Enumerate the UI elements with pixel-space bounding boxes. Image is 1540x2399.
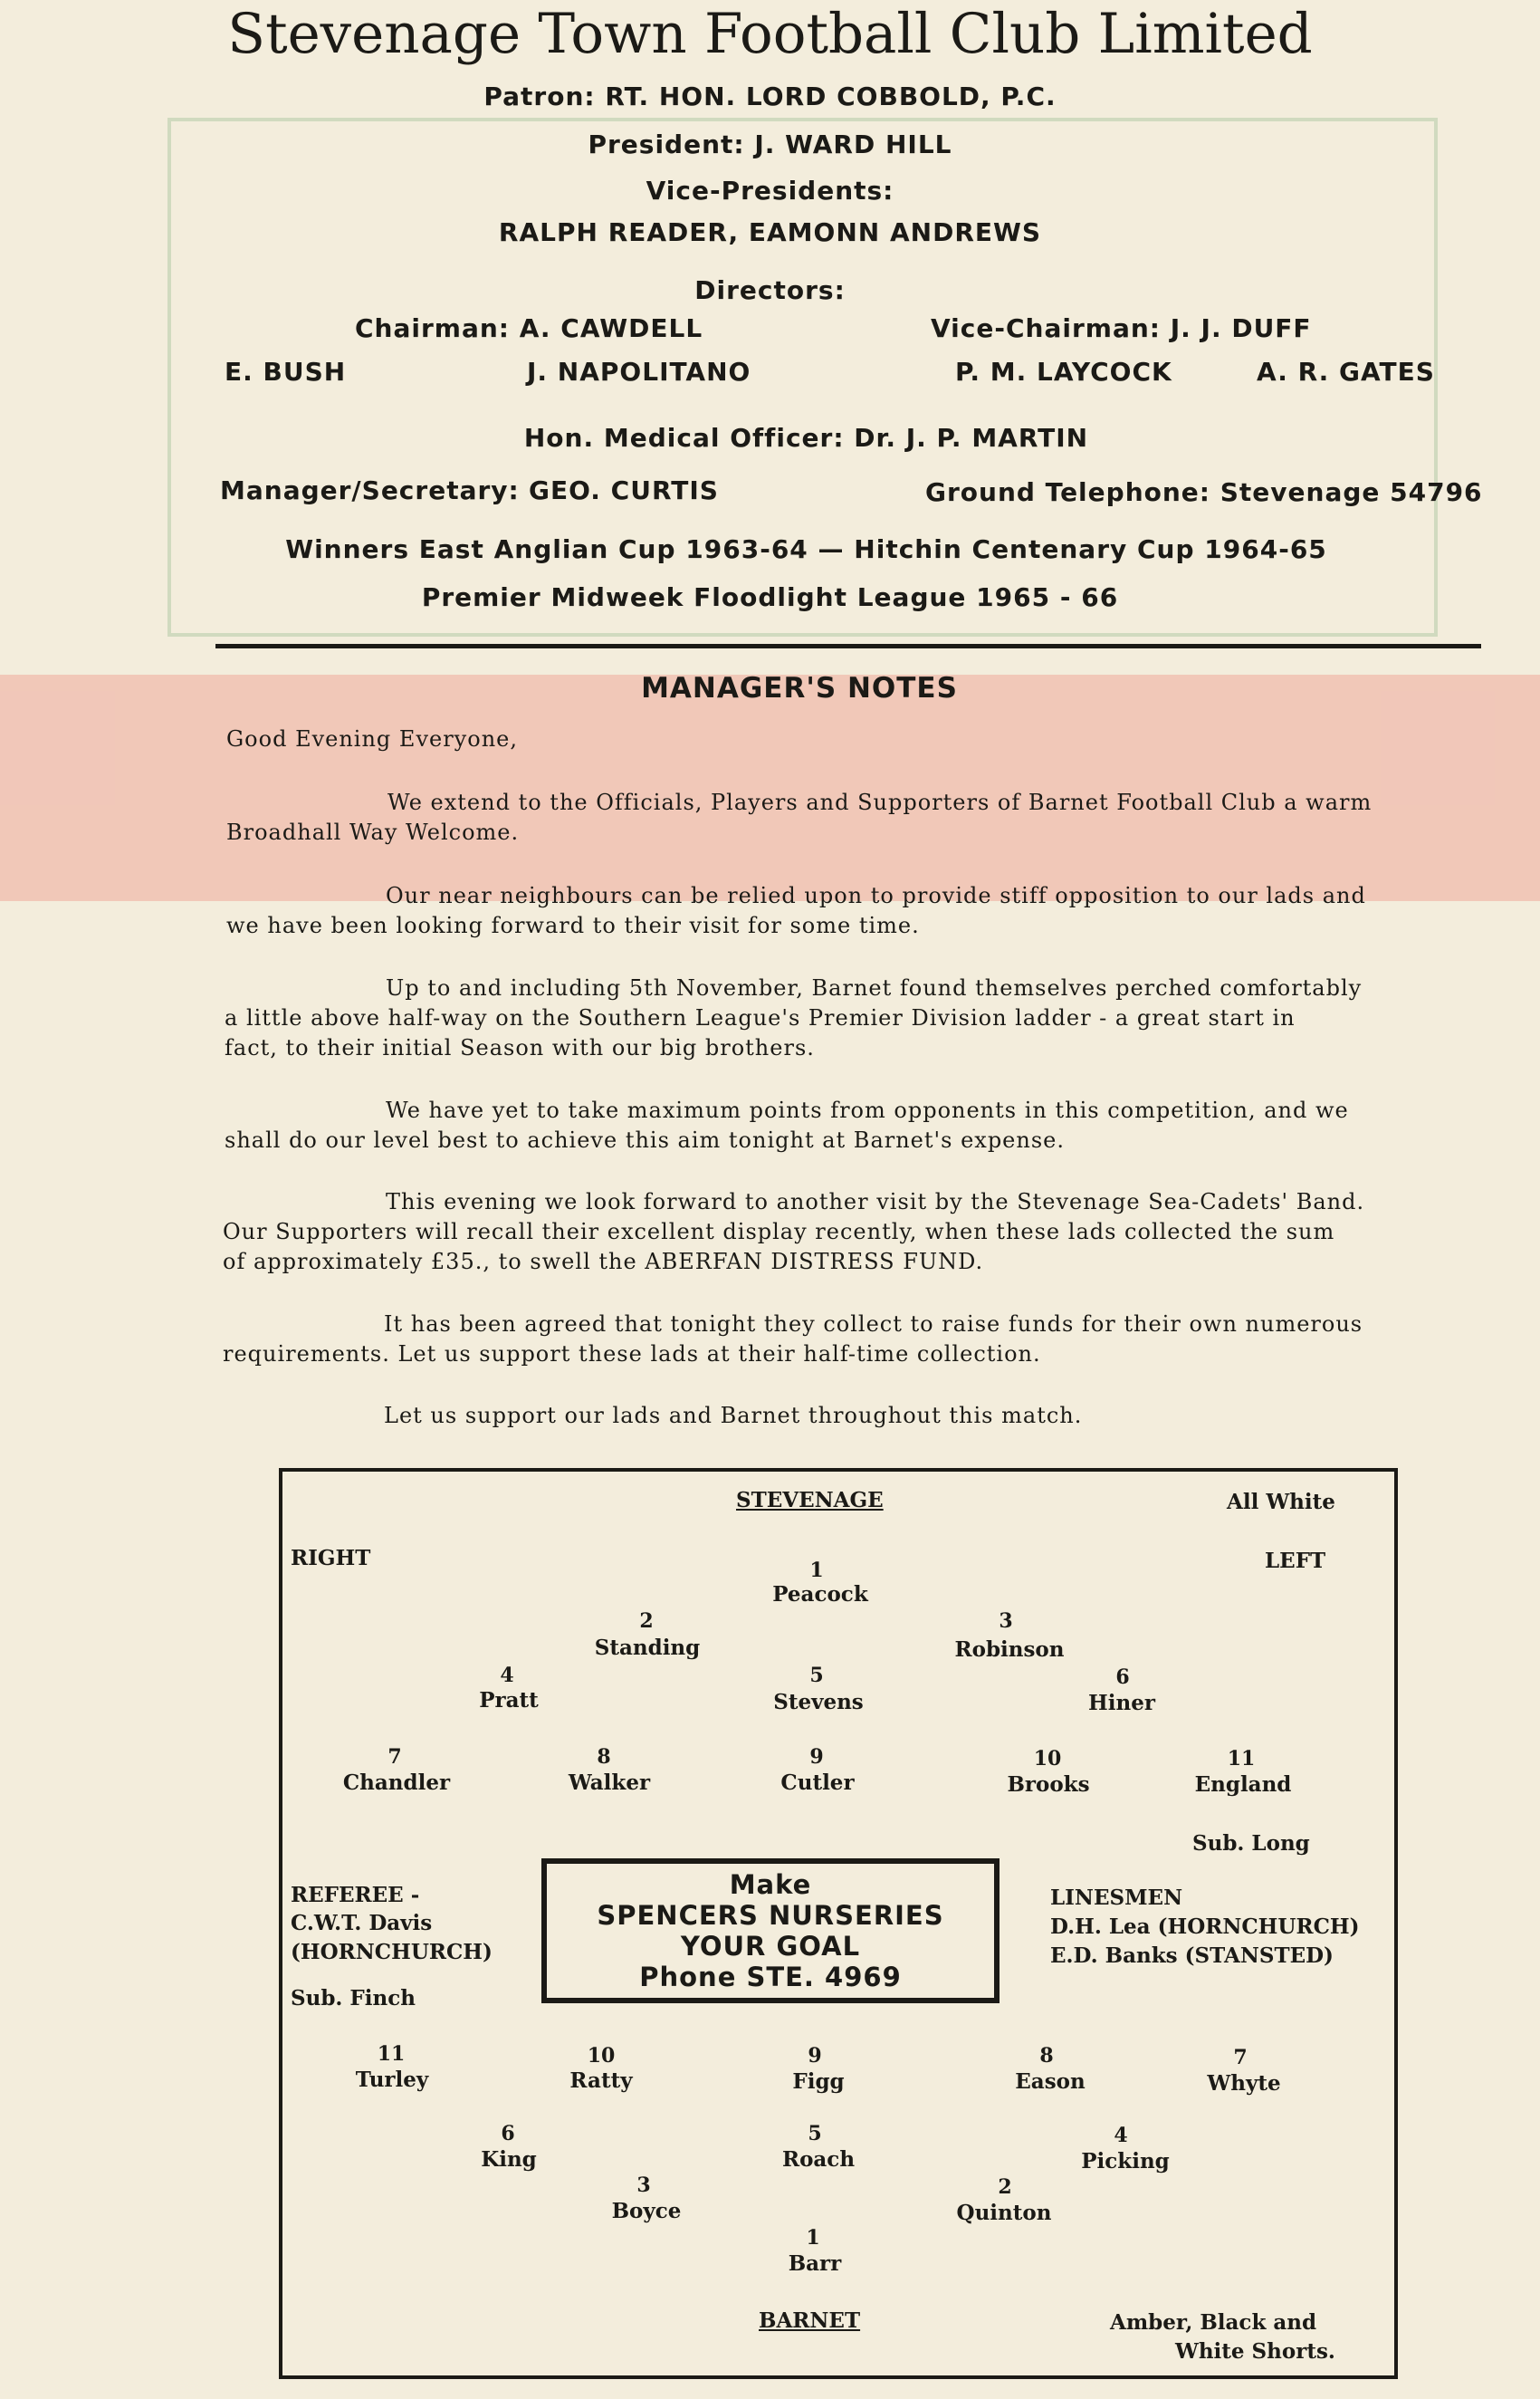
away-player-name: Figg bbox=[792, 2069, 845, 2094]
notes-p5-line2: Our Supporters will recall their excellent display recently, when these lads collected the sum bbox=[223, 1219, 1335, 1244]
ground-telephone: Ground Telephone: Stevenage 54796 bbox=[925, 477, 1483, 507]
notes-p3-line2: a little above half-way on the Southern League's Premier Division ladder - a great start in bbox=[225, 1005, 1296, 1031]
away-player-name: Eason bbox=[1015, 2069, 1086, 2094]
president: President: J. WARD HILL bbox=[588, 130, 952, 159]
notes-p1-line2: Broadhall Way Welcome. bbox=[226, 820, 520, 845]
advert-box bbox=[541, 1858, 1000, 2003]
home-player-number: 5 bbox=[809, 1664, 824, 1687]
away-player-name: Quinton bbox=[956, 2201, 1052, 2225]
notes-p2-line2: we have been looking forward to their visit for some time. bbox=[226, 913, 920, 938]
directors-heading: Directors: bbox=[694, 275, 846, 305]
linesman-1: D.H. Lea (HORNCHURCH) bbox=[1050, 1914, 1360, 1939]
home-player-name: Peacock bbox=[772, 1582, 868, 1607]
away-player-name: Turley bbox=[355, 2068, 429, 2092]
manager-secretary: GEO. CURTIS bbox=[529, 475, 719, 505]
home-team-colours: All White bbox=[1227, 1490, 1335, 1514]
medical-officer: Hon. Medical Officer: Dr. J. P. MARTIN bbox=[523, 423, 1089, 453]
club-title: Stevenage Town Football Club Limited bbox=[227, 2, 1313, 66]
home-substitute: Sub. Long bbox=[1192, 1831, 1310, 1856]
home-player-number: 11 bbox=[1227, 1747, 1256, 1770]
away-player-number: 10 bbox=[587, 2044, 616, 2068]
manager-secretary-label: Manager/Secretary: bbox=[220, 475, 520, 505]
director-gates: A. R. GATES bbox=[1257, 357, 1435, 387]
notes-p3-line1: Up to and including 5th November, Barnet found themselves perched comfortably bbox=[386, 975, 1363, 1001]
home-player-name: Chandler bbox=[342, 1770, 451, 1795]
away-player-number: 7 bbox=[1233, 2046, 1248, 2069]
faded-background-band bbox=[0, 675, 1540, 901]
home-player-name: England bbox=[1194, 1772, 1292, 1797]
director-napolitano: J. NAPOLITANO bbox=[527, 357, 751, 387]
honours-line-1: Winners East Anglian Cup 1963-64 — Hitchin Centenary Cup 1964-65 bbox=[285, 534, 1327, 564]
away-player-number: 4 bbox=[1114, 2124, 1128, 2147]
home-player-number: 10 bbox=[1033, 1747, 1062, 1770]
notes-greeting: Good Evening Everyone, bbox=[226, 726, 518, 752]
notes-p2-line1: Our near neighbours can be relied upon to provide stiff opposition to our lads and bbox=[386, 883, 1366, 908]
advert-line-4: Phone STE. 4969 bbox=[639, 1962, 902, 1992]
right-label: RIGHT bbox=[291, 1546, 371, 1570]
away-player-number: 3 bbox=[636, 2173, 651, 2197]
referee-club: (HORNCHURCH) bbox=[291, 1940, 493, 1964]
home-player-number: 6 bbox=[1115, 1665, 1130, 1689]
managers-notes-heading: MANAGER'S NOTES bbox=[641, 672, 958, 705]
divider-rule bbox=[215, 644, 1481, 648]
away-player-number: 1 bbox=[806, 2226, 820, 2250]
vice-chairman: Vice-Chairman: J. J. DUFF bbox=[931, 313, 1312, 343]
away-player-number: 5 bbox=[808, 2122, 822, 2145]
away-player-name: King bbox=[481, 2147, 537, 2172]
linesman-2: E.D. Banks (STANSTED) bbox=[1050, 1943, 1334, 1968]
away-player-name: Whyte bbox=[1207, 2071, 1281, 2096]
home-player-name: Standing bbox=[594, 1636, 701, 1660]
home-player-name: Walker bbox=[568, 1770, 651, 1795]
left-label: LEFT bbox=[1265, 1549, 1326, 1573]
home-player-number: 8 bbox=[597, 1745, 611, 1769]
home-player-number: 3 bbox=[999, 1609, 1013, 1633]
home-player-name: Cutler bbox=[780, 1770, 855, 1795]
away-colours-line-2: White Shorts. bbox=[1175, 2339, 1335, 2364]
referee-name: C.W.T. Davis bbox=[291, 1911, 433, 1935]
home-player-name: Brooks bbox=[1007, 1772, 1090, 1797]
away-player-number: 6 bbox=[501, 2122, 515, 2145]
vice-presidents-heading: Vice-Presidents: bbox=[646, 176, 894, 206]
notes-p5-line3: of approximately £35., to swell the ABERFAN DISTRESS FUND. bbox=[223, 1249, 984, 1274]
notes-p6-line1: It has been agreed that tonight they collect to raise funds for their own numerous bbox=[384, 1311, 1363, 1337]
away-player-name: Ratty bbox=[569, 2068, 633, 2093]
advert-line-3: YOUR GOAL bbox=[680, 1931, 861, 1962]
home-player-number: 4 bbox=[500, 1664, 514, 1687]
away-player-number: 9 bbox=[808, 2044, 822, 2068]
notes-p4-line2: shall do our level best to achieve this aim tonight at Barnet's expense. bbox=[225, 1128, 1065, 1153]
away-player-name: Barr bbox=[788, 2251, 842, 2276]
advert-line-2: SPENCERS NURSERIES bbox=[597, 1900, 944, 1931]
away-substitute: Sub. Finch bbox=[291, 1986, 416, 2010]
referee-label: REFEREE - bbox=[291, 1883, 420, 1907]
notes-p3-line3: fact, to their initial Season with our big brothers. bbox=[225, 1035, 815, 1060]
notes-p1-line1: We extend to the Officials, Players and Supporters of Barnet Football Club a warm bbox=[387, 790, 1373, 815]
away-player-number: 2 bbox=[998, 2175, 1012, 2199]
away-colours-line-1: Amber, Black and bbox=[1110, 2310, 1317, 2335]
notes-p7-line1: Let us support our lads and Barnet throughout this match. bbox=[384, 1403, 1083, 1428]
away-player-number: 8 bbox=[1039, 2044, 1054, 2068]
home-player-number: 2 bbox=[639, 1609, 654, 1633]
home-player-name: Hiner bbox=[1088, 1691, 1155, 1715]
away-player-number: 11 bbox=[377, 2042, 406, 2066]
away-team-name: BARNET bbox=[759, 2308, 861, 2333]
home-team-name: STEVENAGE bbox=[736, 1488, 884, 1512]
honours-line-2: Premier Midweek Floodlight League 1965 - 66 bbox=[421, 582, 1119, 612]
linesmen-label: LINESMEN bbox=[1050, 1886, 1183, 1910]
director-laycock: P. M. LAYCOCK bbox=[955, 357, 1172, 387]
home-player-name: Pratt bbox=[479, 1688, 539, 1713]
patron: Patron: RT. HON. LORD COBBOLD, P.C. bbox=[483, 82, 1057, 111]
chairman: Chairman: A. CAWDELL bbox=[355, 313, 703, 343]
home-player-name: Robinson bbox=[954, 1637, 1065, 1662]
away-player-name: Roach bbox=[781, 2147, 856, 2172]
home-player-number: 1 bbox=[809, 1559, 824, 1582]
notes-p4-line1: We have yet to take maximum points from opponents in this competition, and we bbox=[386, 1098, 1349, 1123]
home-player-name: Stevens bbox=[773, 1690, 864, 1714]
notes-p5-line1: This evening we look forward to another visit by the Stevenage Sea-Cadets' Band. bbox=[386, 1189, 1365, 1214]
away-player-name: Boyce bbox=[611, 2199, 682, 2223]
home-player-number: 7 bbox=[387, 1745, 402, 1769]
vice-presidents: RALPH READER, EAMONN ANDREWS bbox=[498, 217, 1042, 247]
notes-p6-line2: requirements. Let us support these lads at their half-time collection. bbox=[223, 1341, 1041, 1367]
advert-line-1: Make bbox=[729, 1869, 812, 1900]
director-bush: E. BUSH bbox=[225, 357, 347, 387]
away-player-name: Picking bbox=[1081, 2149, 1170, 2173]
home-player-number: 9 bbox=[809, 1745, 824, 1769]
